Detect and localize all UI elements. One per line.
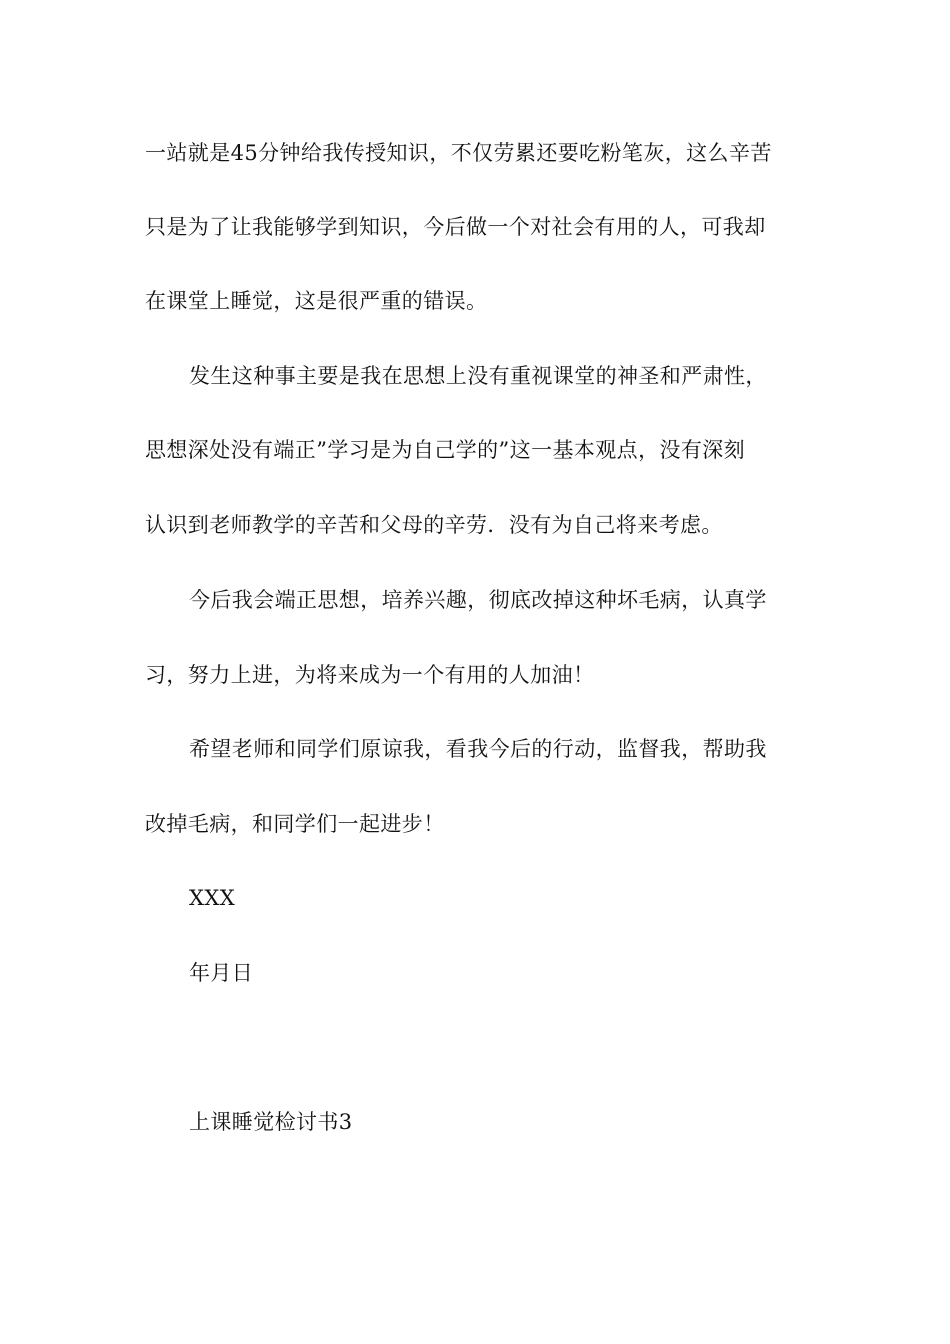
paragraph-2-line-3: 认识到老师教学的辛苦和父母的辛劳．没有为自己将来考虑。 [145, 513, 723, 537]
paragraph-1-line-3: 在课堂上睡觉，这是很严重的错误。 [145, 289, 488, 313]
date-line: 年月日 [189, 961, 254, 985]
next-section-title: 上课睡觉检讨书3 [189, 1110, 353, 1134]
paragraph-1-line-1: 一站就是45分钟给我传授知识，不仅劳累还要吃粉笔灰，这么辛苦 [145, 141, 772, 165]
paragraph-4-line-2: 改掉毛病，和同学们一起进步！ [145, 812, 445, 836]
paragraph-2-line-2: 思想深处没有端正”学习是为自己学的”这一基本观点，没有深刻 [145, 438, 746, 462]
paragraph-2-line-1: 发生这种事主要是我在思想上没有重视课堂的神圣和严肃性， [189, 364, 767, 388]
paragraph-3-line-1: 今后我会端正思想，培养兴趣，彻底改掉这种坏毛病，认真学 [189, 588, 767, 612]
paragraph-3-line-2: 习，努力上进，为将来成为一个有用的人加油！ [145, 663, 595, 687]
paragraph-1-line-2: 只是为了让我能够学到知识，今后做一个对社会有用的人，可我却 [145, 215, 766, 239]
signature: XXX [189, 886, 236, 910]
paragraph-4-line-1: 希望老师和同学们原谅我，看我今后的行动，监督我，帮助我 [189, 737, 767, 761]
